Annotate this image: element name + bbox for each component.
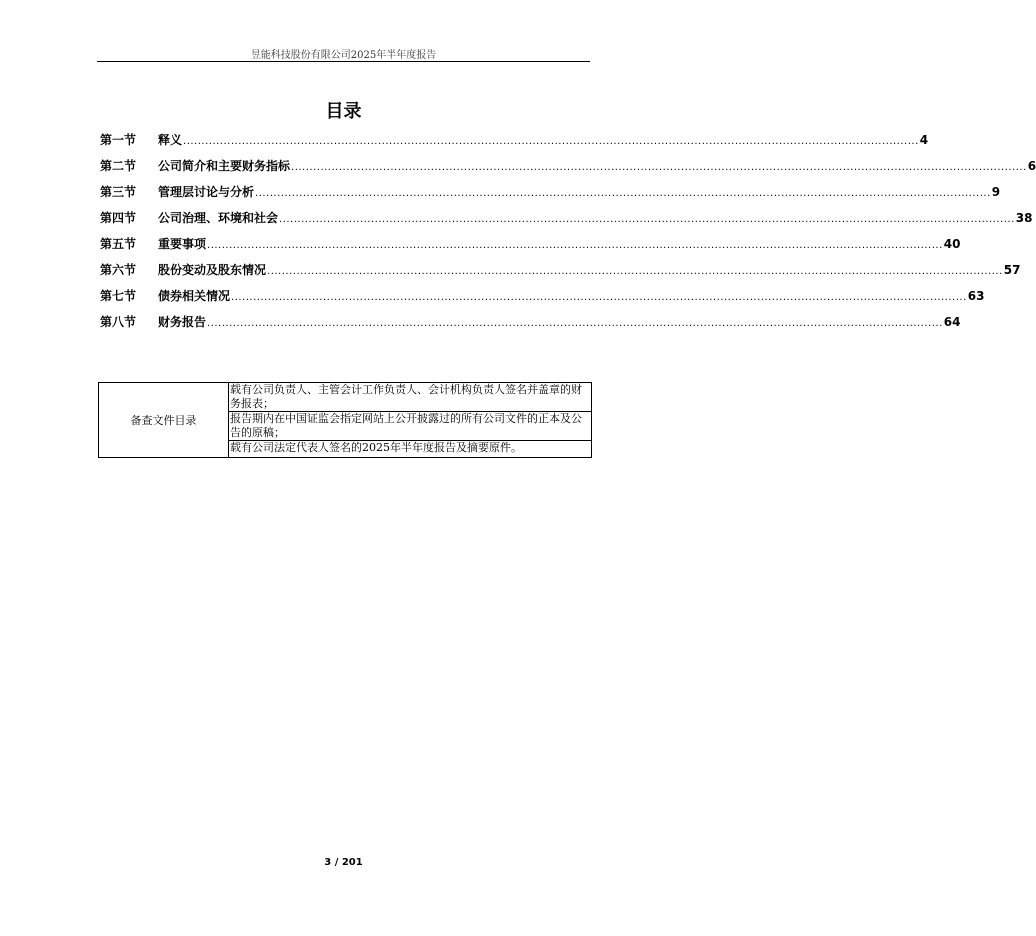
page-number: 3 / 201: [324, 857, 363, 868]
toc-page-number: 63: [967, 289, 985, 303]
toc-page-number: 38: [1015, 211, 1033, 225]
toc-section-number: 第六节: [100, 263, 137, 277]
toc-section-title: 释义: [158, 133, 183, 147]
toc-dot-leader: ........................................................................................................................................................................................................: [207, 240, 943, 251]
toc-section-number: 第三节: [100, 185, 137, 199]
toc-page-number: 6: [1027, 159, 1036, 173]
toc-section-number: 第二节: [100, 159, 137, 173]
running-header: 昱能科技股份有限公司2025年半年度报告: [250, 50, 437, 61]
toc-dot-leader: ........................................................................................................................................................................................................: [267, 266, 1003, 277]
toc-entry[interactable]: [100, 287, 985, 305]
toc-section-number: 第五节: [100, 237, 137, 251]
toc-entry[interactable]: [100, 209, 1033, 227]
toc-section-title: 债券相关情况: [158, 289, 231, 303]
toc-page-number: 64: [943, 315, 961, 329]
toc-section-title: 管理层讨论与分析: [158, 185, 255, 199]
toc-section-number: 第七节: [100, 289, 137, 303]
toc-page-number: 57: [1003, 263, 1021, 277]
toc-section-title: 财务报告: [158, 315, 207, 329]
reference-document-item: 载有公司法定代表人签名的2025年半年度报告及摘要原件。: [229, 441, 592, 458]
toc-dot-leader: ........................................................................................................................................................................................................: [231, 292, 967, 303]
toc-page-number: 9: [991, 185, 1001, 199]
toc-entry[interactable]: [100, 235, 961, 253]
toc-dot-leader: ........................................................................................................................................................................................................: [291, 162, 1027, 173]
toc-section-title: 重要事项: [158, 237, 207, 251]
toc-section-title: 股份变动及股东情况: [158, 263, 267, 277]
toc-section-number: 第四节: [100, 211, 137, 225]
toc-dot-leader: ........................................................................................................................................................................................................: [183, 136, 919, 147]
toc-page-number: 4: [919, 133, 929, 147]
reference-document-item: 载有公司负责人、主管会计工作负责人、会计机构负责人签名并盖章的财务报表；: [229, 383, 592, 412]
toc-entry[interactable]: [100, 131, 929, 149]
toc-dot-leader: ........................................................................................................................................................................................................: [207, 318, 943, 329]
toc-section-title: 公司简介和主要财务指标: [158, 159, 291, 173]
reference-documents-label: 备查文件目录: [99, 383, 229, 458]
toc-section-number: 第一节: [100, 133, 137, 147]
toc-entry[interactable]: [100, 183, 1001, 201]
reference-documents-table: [98, 382, 592, 458]
toc-page-number: 40: [943, 237, 961, 251]
toc-dot-leader: ........................................................................................................................................................................................................: [255, 188, 991, 199]
toc-dot-leader: ........................................................................................................................................................................................................: [279, 214, 1015, 225]
header-divider: [97, 61, 590, 62]
reference-document-item: 报告期内在中国证监会指定网站上公开披露过的所有公司文件的正本及公告的原稿；: [229, 412, 592, 441]
toc-entry[interactable]: [100, 313, 961, 331]
page-title: 目录: [325, 101, 362, 122]
toc-entry[interactable]: [100, 157, 1036, 175]
toc-section-number: 第八节: [100, 315, 137, 329]
toc-entry[interactable]: [100, 261, 1021, 279]
toc-section-title: 公司治理、环境和社会: [158, 211, 279, 225]
